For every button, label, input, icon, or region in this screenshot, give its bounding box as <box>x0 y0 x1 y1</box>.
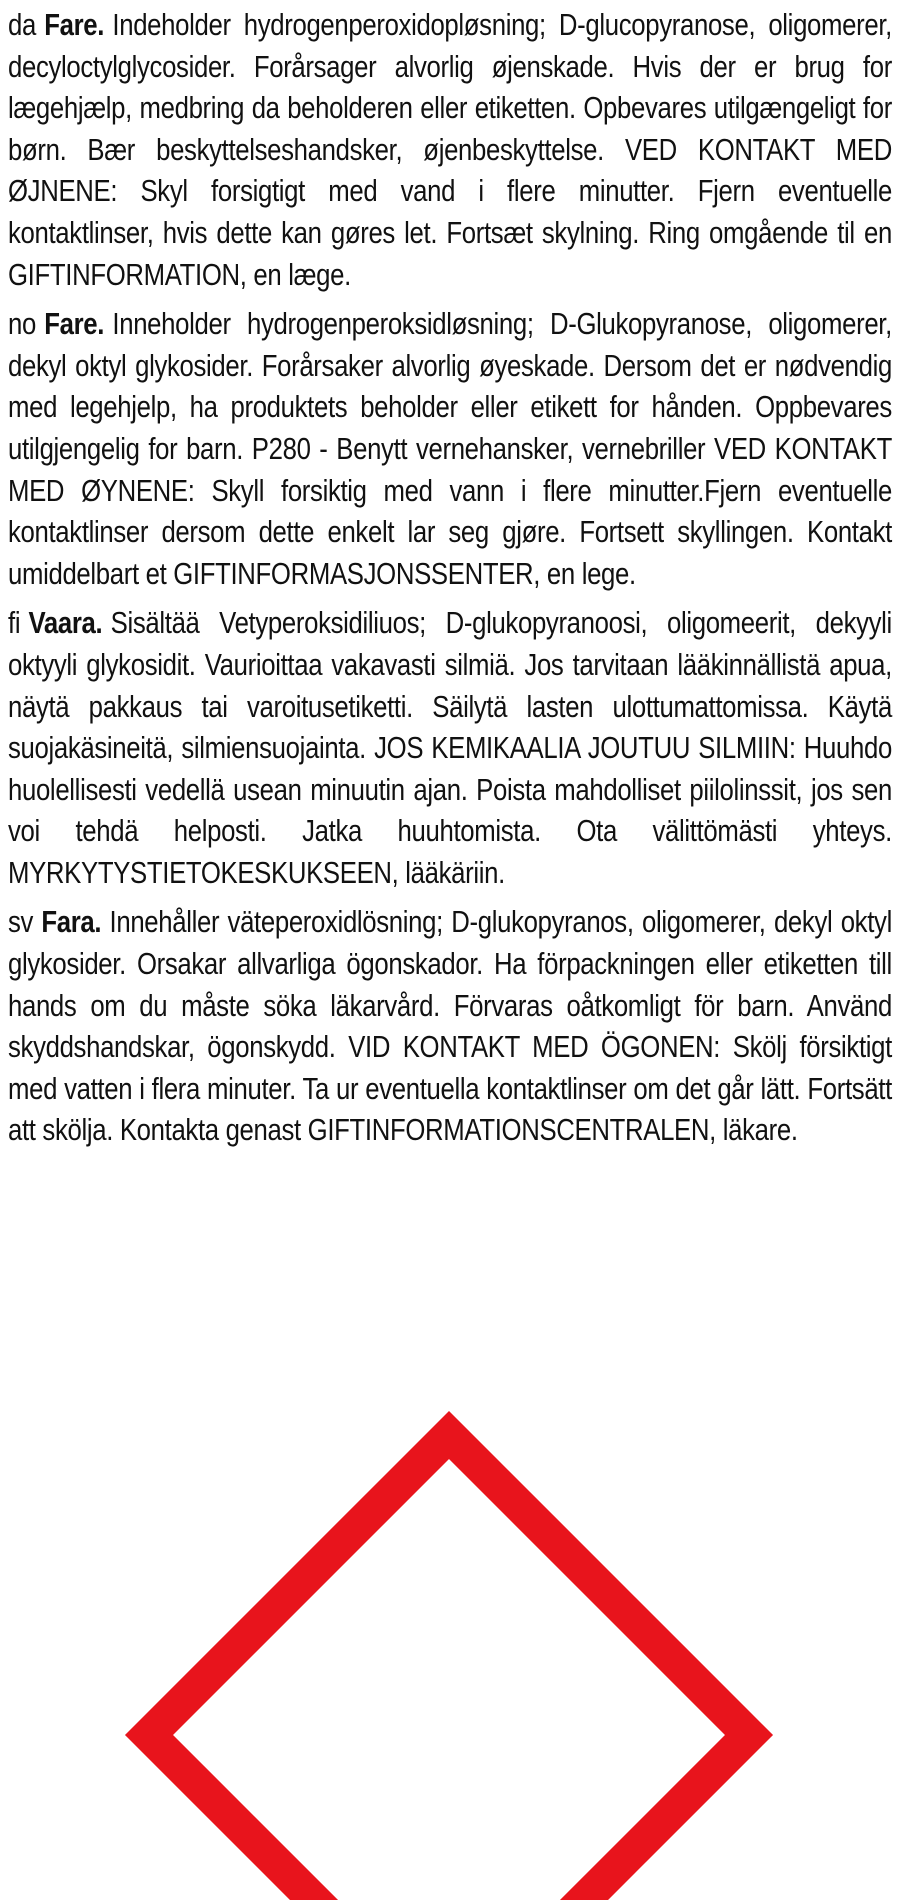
language-code: fi <box>8 605 21 641</box>
signal-word: Vaara. <box>28 605 103 641</box>
signal-word: Fara. <box>41 904 102 940</box>
hazard-block-no <box>8 303 892 594</box>
hazard-label-text <box>8 4 892 1159</box>
signal-word: Fare. <box>44 7 105 42</box>
hazard-statement: Innehåller väteperoxidlösning; D-glukopyranos, oligomerer, dekyl oktyl glykosider. Orsakar allvarliga ögonskador. Ha förpackningen eller etiketten till hands om du måste söka läkarvård. Förvaras oåtkomligt för barn. Använd skyddshandskar, ögonskydd. VID KONTAKT MED ÖGONEN: Skölj försiktigt med vatten i flera minuter. Ta ur eventuella kontaktlinser om det går lätt. Fortsätt att skölja. Kontakta genast GIFTINFORMATIONSCENTRALEN, läkare. <box>8 904 892 1148</box>
hazard-statement: Inneholder hydrogenperoksidløsning; D-Glukopyranose, oligomerer, dekyl oktyl glykosider. Forårsaker alvorlig øyeskade. Dersom det er nødvendig med legehjelp, ha produktets beholder eller etikett for hånden. Oppbevares utilgjengelig for barn. P280 - Benytt vernehansker, vernebriller VED KONTAKT MED ØYNENE: Skyll forsiktig med vann i flere minutter.Fjern eventuelle kontaktlinser dersom dette enkelt lar seg gjøre. Fortsett skyllingen. Kontakt umiddelbart et GIFTINFORMASJONSSENTER, en lege. <box>8 306 892 591</box>
language-code: sv <box>8 904 34 940</box>
signal-word: Fare. <box>44 306 105 342</box>
language-code: no <box>8 306 36 342</box>
hazard-block-fi <box>8 602 892 893</box>
hazard-statement: Indeholder hydrogenperoxidopløsning; D-glucopyranose, oligomerer, decyloctylglycosider. Forårsager alvorlig øjenskade. Hvis der er brug for lægehjælp, medbring da beholderen eller etiketten. Opbevares utilgængeligt for børn. Bær beskyttelseshandsker, øjenbeskyttelse. VED KONTAKT MED ØJNENE: Skyl forsigtigt med vand i flere minutter. Fjern eventuelle kontaktlinser, hvis dette kan gøres let. Fortsæt skylning. Ring omgående til en GIFTINFORMATION, en læge. <box>8 7 892 292</box>
hazard-statement: Sisältää Vetyperoksidiliuos; D-glukopyranoosi, oligomeerit, dekyyli oktyyli glykosidit. Vaurioittaa vakavasti silmiä. Jos tarvitaan lääkinnällistä apua, näytä pakkaus tai varoitusetiketti. Säilytä lasten ulottumattomissa. Käytä suojakäsineitä, silmiensuojainta. JOS KEMIKAALIA JOUTUU SILMIIN: Huuhdo huolellisesti vedellä usean minuutin ajan. Poista mahdolliset piilolinssit, jos sen voi tehdä helposti. Jatka huuhtomista. Ota välittömästi yhteys. MYRKYTYSTIETOKESKUKSEEN, lääkäriin. <box>8 605 892 890</box>
diamond-border <box>149 1435 749 1900</box>
ghs-hazard-diamond-icon <box>0 1400 898 1900</box>
hazard-block-da <box>8 4 892 295</box>
hazard-block-sv <box>8 901 892 1151</box>
language-code: da <box>8 7 36 42</box>
